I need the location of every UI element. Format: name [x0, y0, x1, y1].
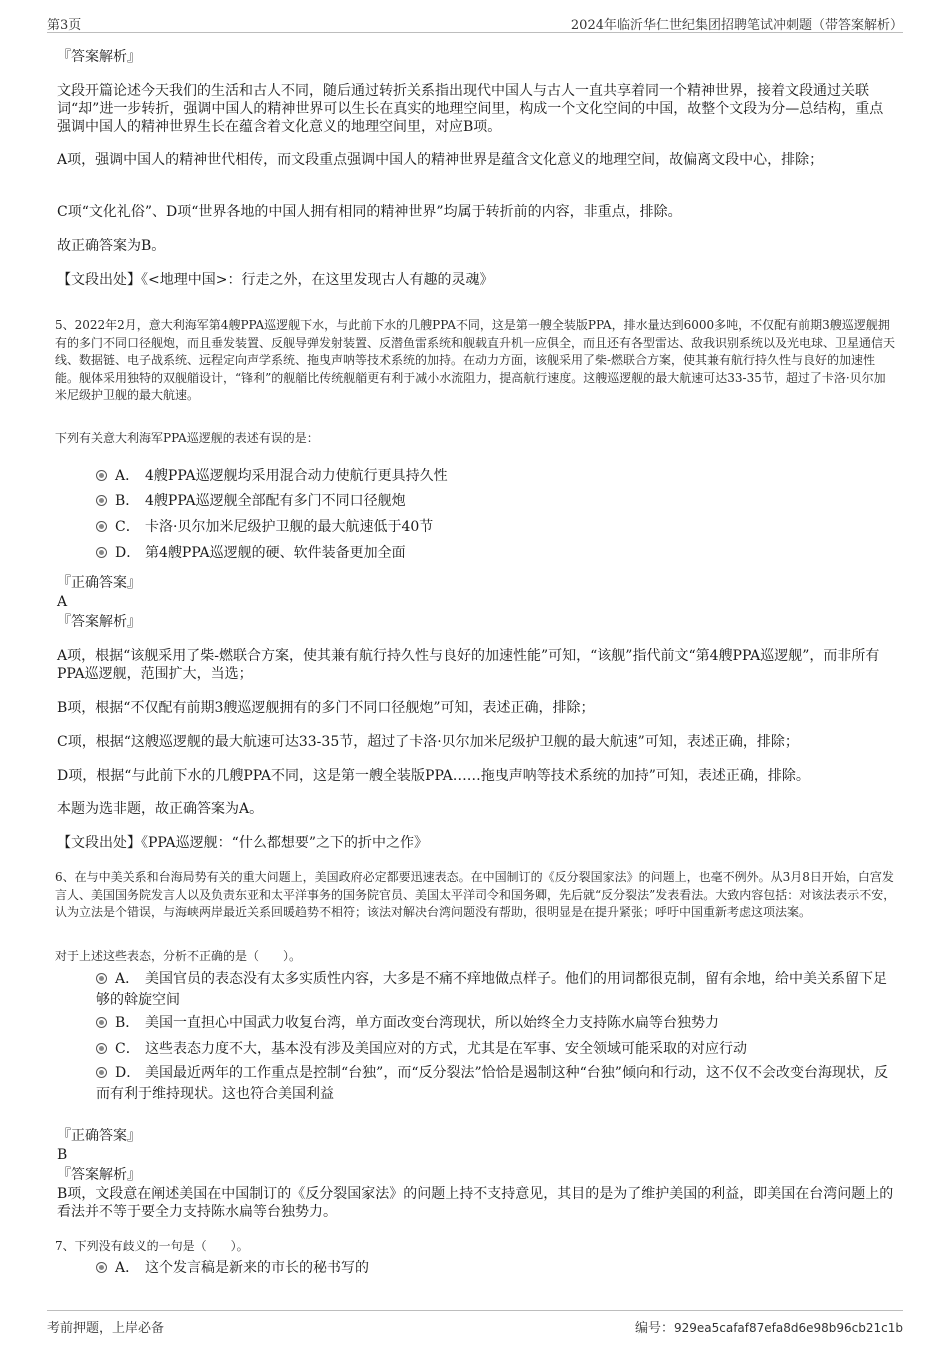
- q4-analysis-p1: 文段开篇论述今天我们的生活和古人不同，随后通过转折关系指出现代中国人与古人一直共享着同一个精神世界，接着文段通过关联词“却”进一步转折，强调中国人的精神世界可以生长在真实的地理空间里，构成一个文化空间的中国，故整个文段为分—总结构，重点强调中国人的精神世界生长在蕴含着文化意义的地理空间里，对应B项。: [57, 83, 884, 135]
- q4-analysis-label: 『答案解析』: [57, 49, 141, 65]
- q5-analysis-label: 『答案解析』: [57, 614, 141, 630]
- q4-analysis-p3: C项“文化礼俗”、D项“世界各地的中国人拥有相同的精神世界”均属于转折前的内容，非重点，排除。: [57, 204, 682, 220]
- q6-analysis-label: 『答案解析』: [57, 1167, 141, 1183]
- radio-icon[interactable]: [96, 495, 107, 506]
- radio-icon[interactable]: [96, 1067, 107, 1078]
- document-code: 编号：929ea5cafaf87efa8d6e98b96cb21c1b: [634, 1321, 903, 1336]
- page-footer: [47, 1310, 903, 1339]
- q6-analysis-b: B项，文段意在阐述美国在中国制订的《反分裂国家法》的问题上持不支持意见，其目的是为了维护美国的利益，即美国在台湾问题上的看法并不等于要全力支持陈水扁等台独势力。: [57, 1186, 894, 1220]
- q7-stem: 7、下列没有歧义的一句是（ ）。: [55, 1239, 249, 1253]
- q6-option-b[interactable]: B． 美国一直担心中国武力收复台湾，单方面改变台湾现状，所以始终全力支持陈水扁等台独势力: [96, 1013, 896, 1034]
- q7-option-a[interactable]: A． 这个发言稿是新来的市长的秘书写的: [96, 1258, 896, 1279]
- q5-option-c[interactable]: C． 卡洛·贝尔加米尼级护卫舰的最大航速低于40节: [96, 517, 896, 538]
- q4-analysis-p2: A项，强调中国人的精神世代相传，而文段重点强调中国人的精神世界是蕴含文化意义的地理空间，故偏离文段中心，排除；: [57, 152, 824, 168]
- radio-icon[interactable]: [96, 470, 107, 481]
- q5-analysis-conclusion: 本题为选非题，故正确答案为A。: [57, 801, 264, 817]
- q6-option-c[interactable]: C． 这些表态力度不大，基本没有涉及美国应对的方式，尤其是在军事、安全领域可能采取的对应行动: [96, 1039, 896, 1060]
- page-header: [47, 12, 903, 33]
- radio-icon[interactable]: [96, 973, 107, 984]
- page-number: 第3页: [47, 18, 82, 33]
- q5-option-a[interactable]: A． 4艘PPA巡逻舰均采用混合动力使航行更具持久性: [96, 466, 896, 487]
- radio-icon[interactable]: [96, 547, 107, 558]
- q5-analysis-a: A项，根据“该舰采用了柴-燃联合方案，使其兼有航行持久性与良好的加速性能”可知，“该舰”指代前文“第4艘PPA巡逻舰”，而非所有PPA巡逻舰，范围扩大，当选；: [57, 648, 880, 682]
- q5-analysis-c: C项，根据“这艘巡逻舰的最大航速可达33-35节，超过了卡洛·贝尔加米尼级护卫舰的最大航速”可知，表述正确，排除；: [57, 734, 799, 750]
- radio-icon[interactable]: [96, 1262, 107, 1273]
- q5-analysis-b: B项，根据“不仅配有前期3艘巡逻舰拥有的多门不同口径舰炮”可知，表述正确，排除；: [57, 700, 595, 716]
- q6-answer-label: 『正确答案』: [57, 1128, 141, 1144]
- q5-source: 【文段出处】《PPA巡逻舰：“什么都想要”之下的折中之作》: [57, 835, 428, 851]
- q5-question: 下列有关意大利海军PPA巡逻舰的表述有误的是：: [55, 431, 319, 445]
- q5-option-d[interactable]: D． 第4艘PPA巡逻舰的硬、软件装备更加全面: [96, 543, 896, 564]
- radio-icon[interactable]: [96, 1017, 107, 1028]
- q4-source: 【文段出处】《<地理中国>：行走之外，在这里发现古人有趣的灵魂》: [57, 272, 494, 288]
- q6-question: 对于上述这些表态，分析不正确的是（ ）。: [55, 949, 302, 963]
- q6-option-d[interactable]: D． 美国最近两年的工作重点是控制“台独”，而“反分裂法”恰恰是遏制这种“台独”倾向和行动，这不仅不会改变台海现状，反而有利于维持现状。这也符合美国利益: [96, 1065, 888, 1102]
- q5-analysis-d: D项，根据“与此前下水的几艘PPA不同，这是第一艘全装版PPA……拖曳声呐等技术系统的加持”可知，表述正确，排除。: [57, 768, 810, 784]
- q6-stem: 6、在与中美关系和台海局势有关的重大问题上，美国政府必定都要迅速表态。在中国制订的《反分裂国家法》的问题上，也毫不例外。从3月8日开始，白宫发言人、美国国务院发言人以及负责东亚和太平洋事务的国务院官员、美国太平洋司令和国务卿，先后就“反分裂法”发表看法。大致内容包括：对该法表示不安，认为立法是个错误，与海峡两岸最近关系回暖趋势不相符；该法对解决台湾问题没有帮助，很明显是在提升紧张；呼吁中国重新考虑这项法案。: [55, 870, 896, 919]
- radio-icon[interactable]: [96, 1043, 107, 1054]
- document-title: 2024年临沂华仁世纪集团招聘笔试冲刺题（带答案解析）: [570, 18, 903, 33]
- q6-option-a[interactable]: A． 美国官员的表态没有太多实质性内容，大多是不痛不痒地做点样子。他们的用词都很克制，留有余地，给中美关系留下足够的斡旋空间: [96, 971, 887, 1008]
- q6-answer: B: [57, 1147, 68, 1163]
- radio-icon[interactable]: [96, 521, 107, 532]
- footer-slogan: 考前押题，上岸必备: [47, 1321, 165, 1336]
- q4-analysis-p4: 故正确答案为B。: [57, 238, 166, 254]
- q5-answer: A: [57, 594, 68, 610]
- q5-answer-label: 『正确答案』: [57, 575, 141, 591]
- q5-stem: 5、2022年2月，意大利海军第4艘PPA巡逻舰下水，与此前下水的几艘PPA不同，这是第一艘全装版PPA，排水量达到6000多吨，不仅配有前期3艘巡逻舰拥有的多门不同口径舰炮，而且垂发装置、反舰导弹发射装置、反潜鱼雷系统和舰载直升机一应俱全，而且还有各型雷达、敌我识别系统以及光电球、卫星通信天线、数据链、电子战系统、远程定向声学系统、拖曳声呐等技术系统的加持。在动力方面，该舰采用了柴-燃联合方案，使其兼有航行持久性与良好的加速性能。舰体采用独特的双舰艏设计，“锋利”的舰艏比传统舰艏更有利于减小水流阻力，提高航行速度。这艘巡逻舰的最大航速可达33-35节，超过了卡洛·贝尔加米尼级护卫舰的最大航速。: [55, 318, 896, 402]
- q5-option-b[interactable]: B． 4艘PPA巡逻舰全部配有多门不同口径舰炮: [96, 491, 896, 512]
